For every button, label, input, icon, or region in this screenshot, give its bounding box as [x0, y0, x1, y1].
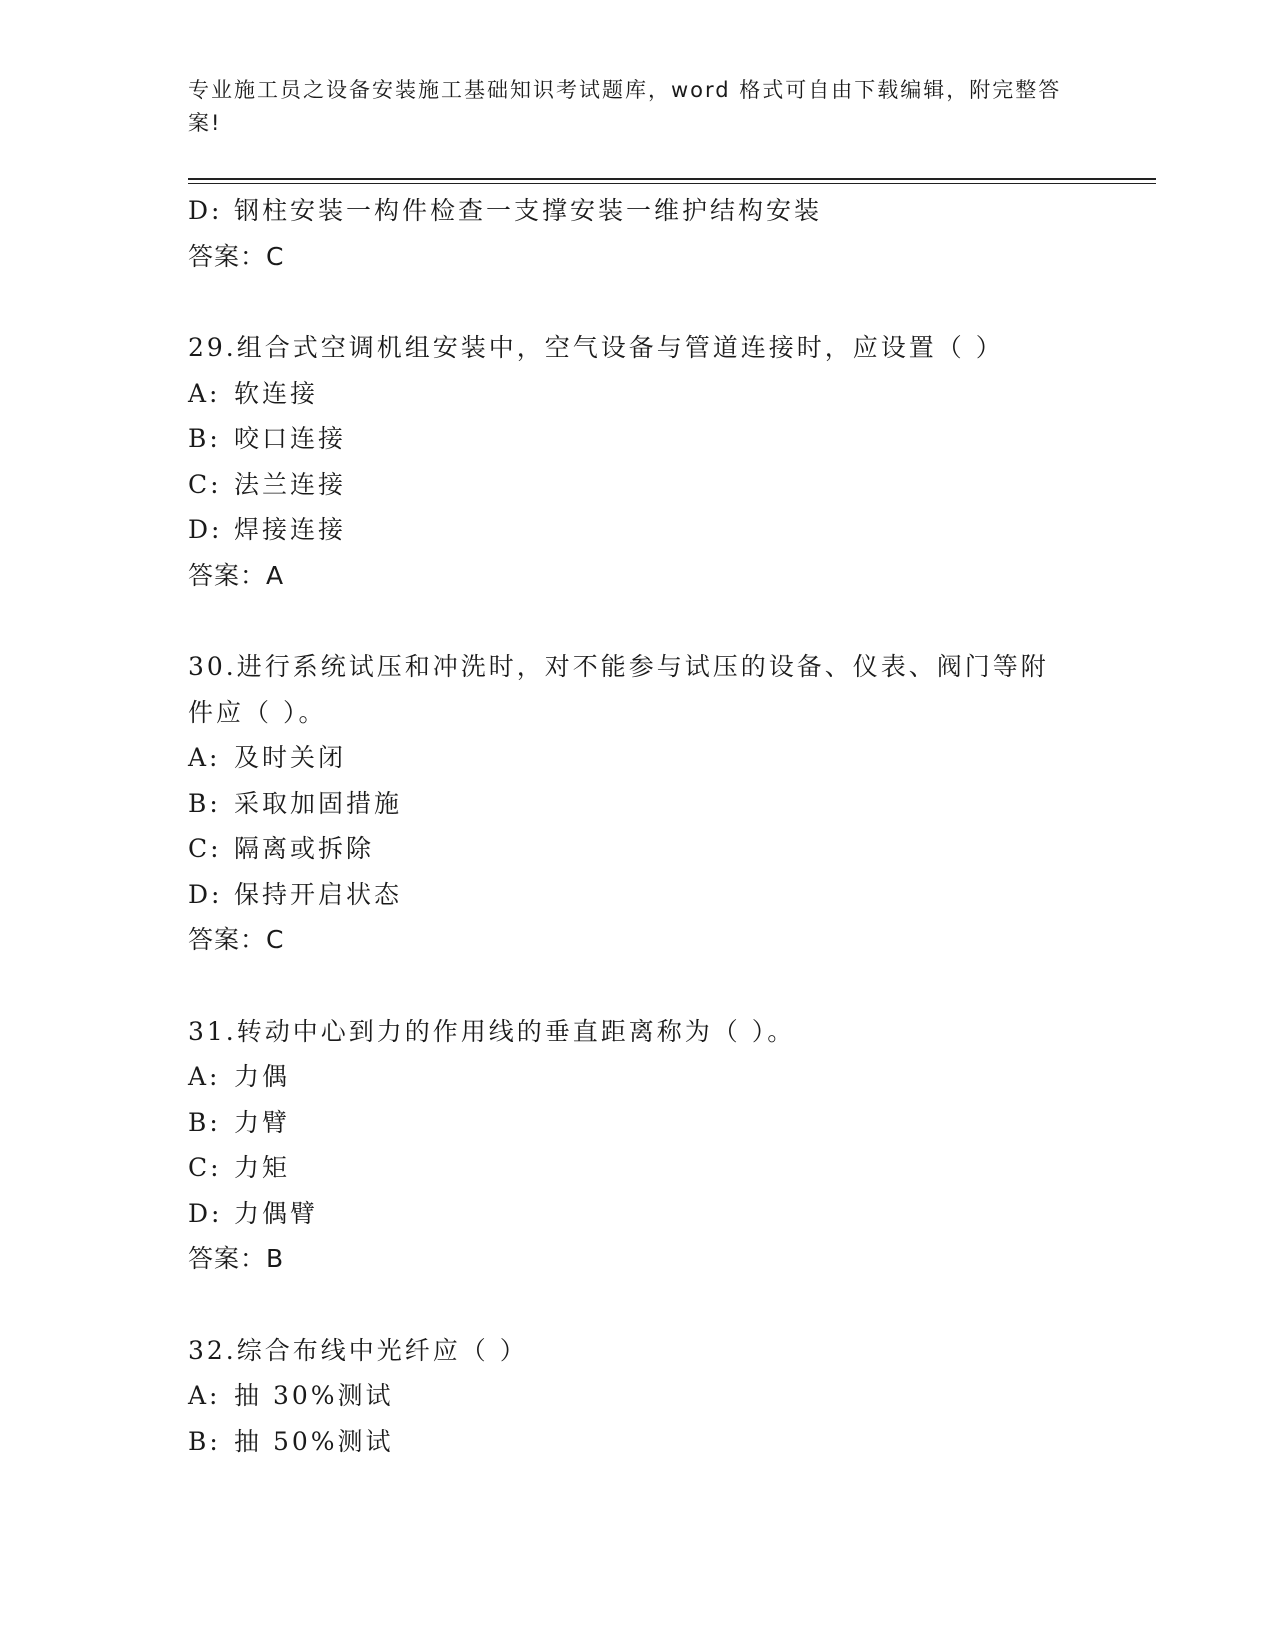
option-b [188, 1100, 1088, 1146]
question-stem-30: 30.进行系统试压和冲洗时，对不能参与试压的设备、仪表、阀门等附件应（ ）。 [188, 652, 1049, 727]
question-stem-29: 29.组合式空调机组安装中，空气设备与管道连接时，应设置（ ） [188, 333, 1004, 362]
option-text: 力矩 [234, 1153, 291, 1182]
option-label: D: [188, 515, 223, 544]
option-text: 采取加固措施 [234, 788, 403, 818]
option-c [188, 1145, 1088, 1191]
option-b [188, 1419, 1088, 1465]
question-stem-32: 32.综合布线中光纤应（ ） [188, 1335, 528, 1365]
option-d [188, 872, 1088, 918]
question-list [188, 188, 1088, 1464]
option-a [188, 1054, 1088, 1100]
option-text: 软连接 [234, 378, 319, 408]
answer: 答案：A [188, 560, 285, 590]
option-b [188, 416, 1088, 462]
option-text: 力偶 [234, 1062, 291, 1091]
option-text: 抽 50%测试 [234, 1426, 394, 1456]
option-text: 钢柱安装一构件检查一支撑安装一维护结构安装 [234, 196, 823, 225]
option-label: B: [188, 424, 221, 453]
option-label: B: [188, 1107, 221, 1137]
option-label: A: [188, 1062, 221, 1091]
option-label: D: [188, 196, 223, 225]
option-label: D: [188, 1198, 223, 1228]
option-c [188, 462, 1088, 508]
option-d [188, 507, 1088, 553]
option-text: 抽 30%测试 [234, 1381, 394, 1410]
option-label: B: [188, 1426, 221, 1456]
option-label: A: [188, 1381, 221, 1410]
option-label: A: [188, 378, 221, 408]
option-a [188, 371, 1088, 417]
answer: 答案：C [188, 925, 285, 954]
document-header: 专业施工员之设备安装施工基础知识考试题库，word 格式可自由下载编辑，附完整答案! [188, 78, 1062, 135]
option-text: 力臂 [234, 1107, 291, 1137]
answer: 答案：C [188, 241, 285, 271]
option-text: 隔离或拆除 [234, 834, 375, 863]
option-b [188, 781, 1088, 827]
option-c [188, 826, 1088, 872]
option-text: 焊接连接 [234, 515, 347, 544]
option-a [188, 735, 1088, 781]
option-text: 咬口连接 [234, 424, 347, 453]
option-text: 保持开启状态 [234, 879, 403, 909]
header-divider-thick [188, 178, 1156, 180]
option-text: 法兰连接 [234, 469, 347, 499]
option-text: 力偶臂 [234, 1198, 319, 1228]
option-text: 及时关闭 [234, 743, 347, 772]
option-a [188, 1373, 1088, 1419]
option-label: D: [188, 879, 223, 909]
answer: 答案：B [188, 1244, 285, 1273]
option-d [188, 1191, 1088, 1237]
option-d [188, 188, 1088, 234]
option-label: C: [188, 834, 222, 863]
option-label: A: [188, 743, 221, 772]
option-label: C: [188, 469, 222, 499]
question-stem-31: 31.转动中心到力的作用线的垂直距离称为（ ）。 [188, 1016, 796, 1046]
option-label: B: [188, 788, 221, 818]
header-divider-thin [188, 183, 1156, 184]
option-label: C: [188, 1153, 222, 1182]
